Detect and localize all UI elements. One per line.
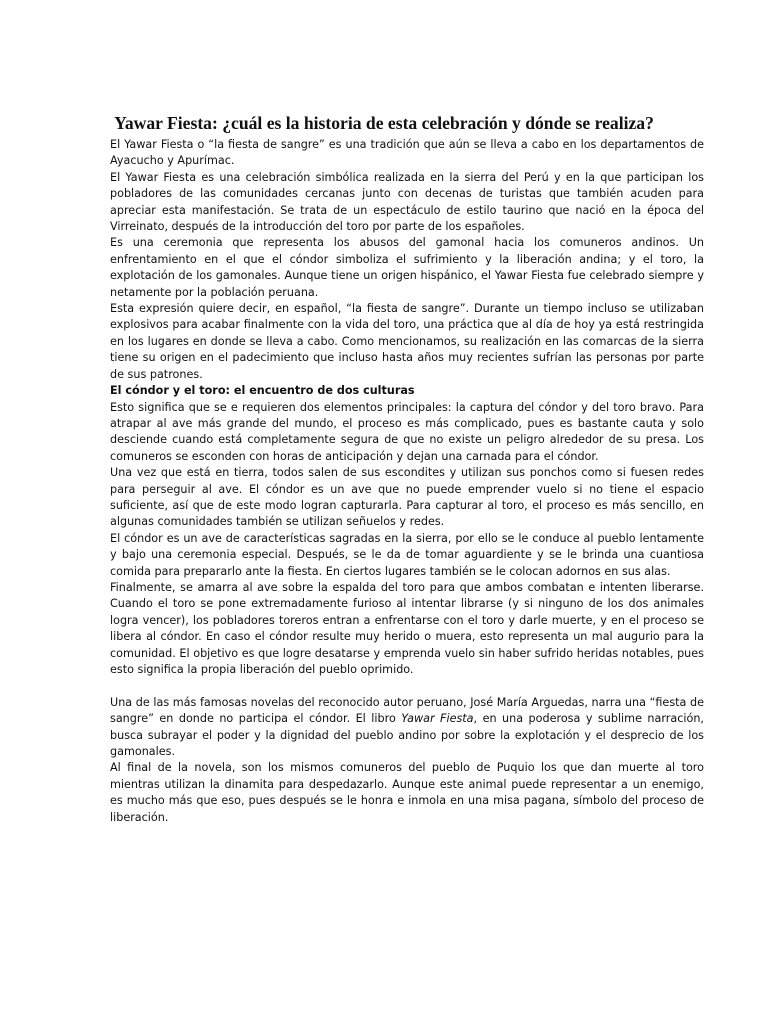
- novel-text-end: , en una poderosa y sublime narración, busca subrayar el poder y la dignidad del pueblo andino por sobre la explotación y el desprecio de los gamonales.: [110, 712, 704, 759]
- paragraph-combat: Finalmente, se amarra al ave sobre la espalda del toro para que ambos combatan e intenten liberarse. Cuando el toro se pone extremadamente furioso al intentar librarse (y si ninguno de los dos animales logra vencer), los pobladores toreros entran a enfrentarse con el toro y darle muerte, y en el proceso se libera al cóndor. En caso el cóndor resulte muy herido o muera, esto representa un mal augurio para la comunidad. El objetivo es que logre desatarse y emprenda vuelo sin haber sufrido heridas notables, pues esto significa la propia liberación del pueblo oprimido.: [110, 580, 704, 676]
- paragraph-novel: [110, 695, 704, 761]
- book-title: Yawar Fiesta: [401, 712, 474, 726]
- paragraph-sacred-bird: El cóndor es un ave de características sagradas en la sierra, por ello se le conduce al pueblo lentamente y bajo una ceremonia especial. Después, se le da de tomar aguardiente y se le brinda una cuantiosa comida para prepararlo ante la fiesta. En ciertos lugares también se le colocan adornos en sus alas.: [110, 531, 704, 578]
- paragraph-expression: Esta expresión quiere decir, en español, “la fiesta de sangre”. Durante un tiempo incluso se utilizaban explosivos para acabar finalmente con la vida del toro, una práctica que al día de hoy ya está restringida en los lugares en donde se lleva a cabo. Como mencionamos, su realización en las comarcas de la sierra tiene su origen en el padecimiento que incluso hasta años muy recientes sufrían las personas por parte de sus patrones.: [110, 302, 704, 381]
- paragraph-celebration: El Yawar Fiesta es una celebración simbólica realizada en la sierra del Perú y en la que participan los pobladores de las comunidades cercanas junto con decenas de turistas que también acuden para apreciar esta manifestación. Se trata de un espectáculo de estilo taurino que nació en la época del Virreinato, después de la introducción del toro por parte de los españoles.: [110, 170, 704, 234]
- document-body: [110, 137, 704, 826]
- paragraph-ceremony: Es una ceremonia que representa los abusos del gamonal hacia los comuneros andinos. Un enfrentamiento en el que el cóndor simboliza el sufrimiento y la liberación andina; y el toro, la explotación de los gamonales. Aunque tiene un origen hispánico, el Yawar Fiesta fue celebrado siempre y netamente por la población peruana.: [110, 236, 704, 299]
- paragraph-novel-ending: Al final de la novela, son los mismos comuneros del pueblo de Puquio los que dan muerte al toro mientras utilizan la dinamita para despedazarlo. Aunque este animal puede representar a un enemigo, es mucho más que eso, pues después se le honra e inmola en una misa pagana, símbolo del proceso de liberación.: [110, 761, 704, 824]
- section-subheading: El cóndor y el toro: el encuentro de dos culturas: [110, 384, 415, 398]
- document-title: Yawar Fiesta: ¿cuál es la historia de esta celebración y dónde se realiza?: [114, 113, 654, 133]
- paragraph-capture: Esto significa que se e requieren dos elementos principales: la captura del cóndor y del toro bravo. Para atrapar al ave más grande del mundo, el proceso es más complicado, pues es bastante cauta y solo desciende cuando está completamente segura de que no existe un peligro alrededor de su presa. Los comuneros se esconden con horas de anticipación y dejan una carnada para el cóndor.: [110, 400, 704, 463]
- paragraph-ponchos: Una vez que está en tierra, todos salen de sus escondites y utilizan sus ponchos como si fuesen redes para perseguir al ave. El cóndor es un ave que no puede emprender vuelo si no tiene el espacio suficiente, así que de este modo logran capturarla. Para capturar al toro, el proceso es más sencillo, en algunas comunidades también se utilizan señuelos y redes.: [110, 466, 704, 529]
- paragraph-spacer: [110, 678, 704, 694]
- paragraph-intro: El Yawar Fiesta o “la fiesta de sangre” es una tradición que aún se lleva a cabo en los departamentos de Ayacucho y Apurímac.: [110, 138, 704, 168]
- novel-text-start: Una de las más famosas novelas del reconocido autor peruano, José María Arguedas, narra una “fiesta de sangre” en donde no participa el cóndor. El libro: [110, 695, 704, 726]
